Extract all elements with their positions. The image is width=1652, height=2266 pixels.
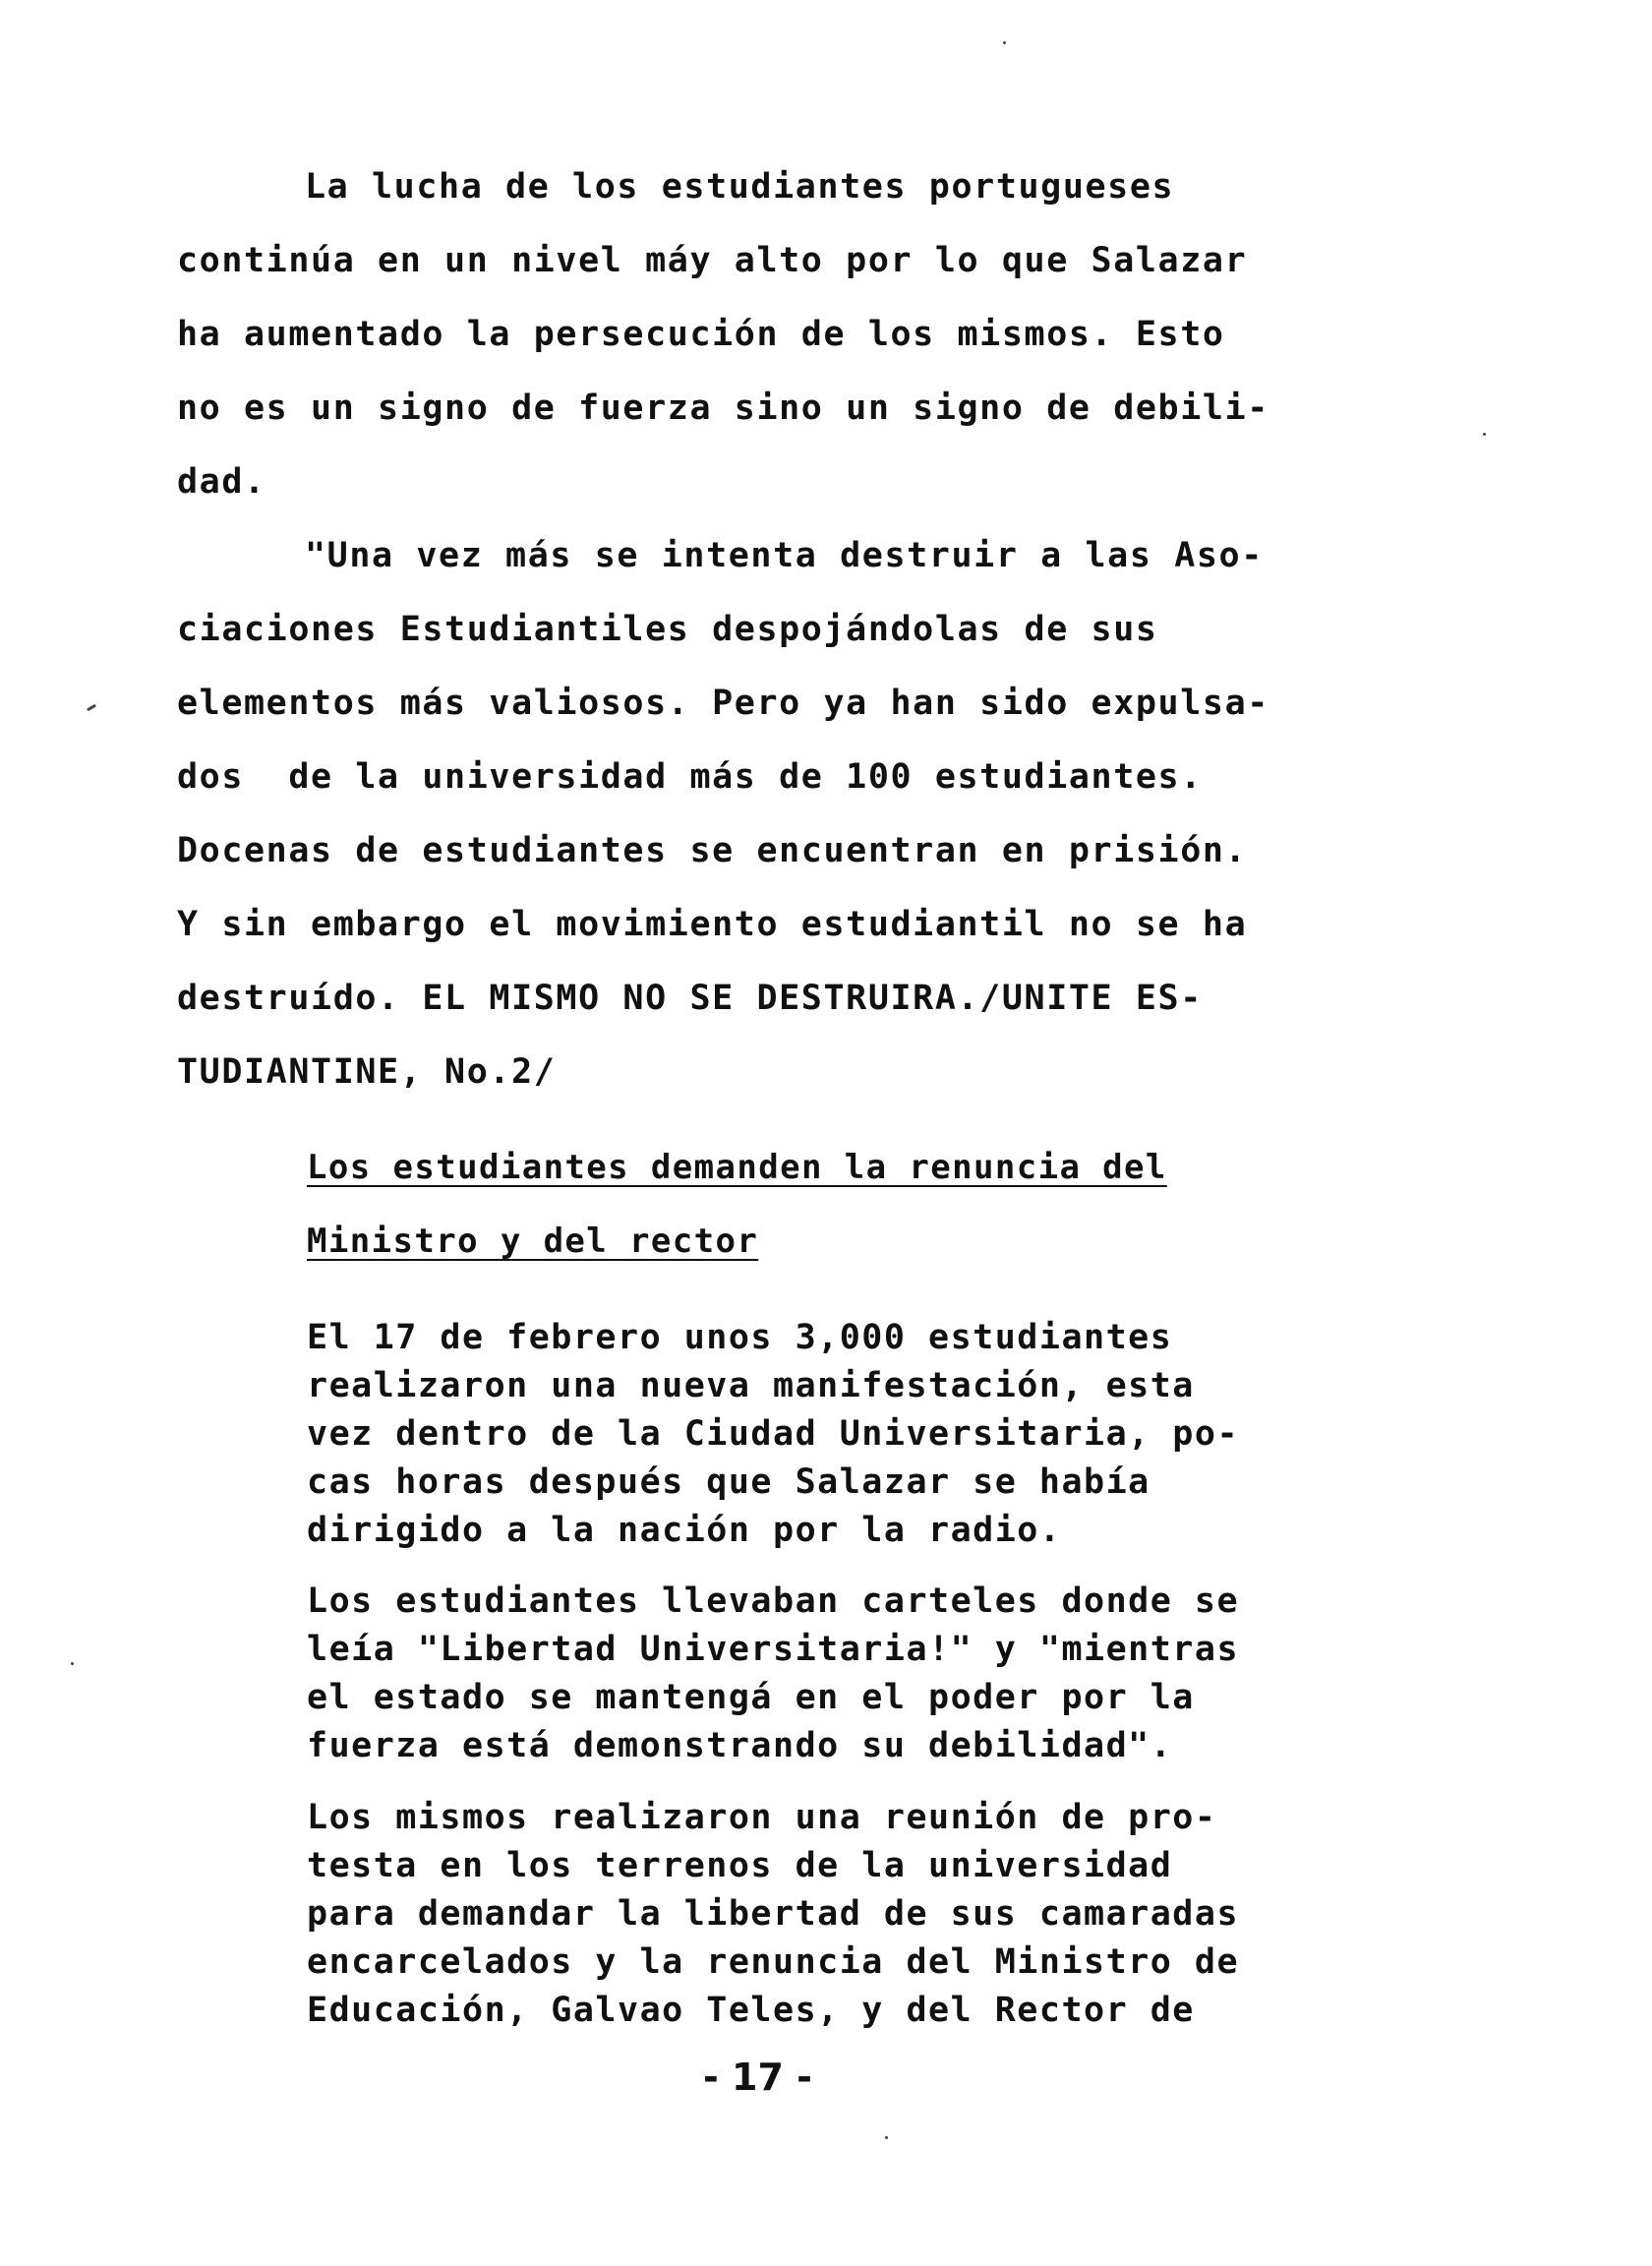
- paragraph-1-line-2: continúa en un nivel máy alto por lo que Salazar: [177, 241, 1248, 280]
- paragraph-1-line-4: no es un signo de fuerza sino un signo de debili-: [177, 388, 1269, 428]
- paragraph-3-line-3: vez dentro de la Ciudad Universitaria, po-: [307, 1414, 1240, 1454]
- scan-speck: [1003, 41, 1006, 44]
- scan-speck: [1483, 433, 1486, 436]
- paragraph-5-line-5: Educación, Galvao Teles, y del Rector de: [307, 1991, 1195, 2030]
- scan-speck: [885, 2136, 888, 2139]
- paragraph-1-line-3: ha aumentado la persecución de los mismos. Esto: [177, 315, 1225, 354]
- paragraph-3-line-1: El 17 de febrero unos 3,000 estudiantes: [307, 1318, 1173, 1357]
- paragraph-4-line-4: fuerza está demonstrando su debilidad".: [307, 1726, 1173, 1765]
- paragraph-2-line-5: Docenas de estudiantes se encuentran en prisión.: [177, 831, 1248, 870]
- paragraph-5-line-3: para demandar la libertad de sus camaradas: [307, 1894, 1240, 1934]
- paragraph-4-line-3: el estado se mantengá en el poder por la: [307, 1678, 1195, 1717]
- paragraph-1-line-1: La lucha de los estudiantes portugueses: [305, 167, 1175, 207]
- paragraph-2-line-6: Y sin embargo el movimiento estudiantil no se ha: [177, 905, 1248, 944]
- paragraph-2-line-4: dos de la universidad más de 100 estudiantes.: [177, 757, 1203, 797]
- section-heading-line-2: Ministro y del rector: [307, 1222, 759, 1261]
- paragraph-3-line-2: realizaron una nueva manifestación, esta: [307, 1366, 1195, 1405]
- page-number: - 17 -: [703, 2056, 812, 2099]
- paragraph-5-line-2: testa en los terrenos de la universidad: [307, 1846, 1173, 1885]
- paragraph-3-line-5: dirigido a la nación por la radio.: [307, 1511, 1062, 1550]
- paragraph-1-line-5: dad.: [177, 462, 266, 502]
- paragraph-4-line-1: Los estudiantes llevaban carteles donde se: [307, 1581, 1240, 1621]
- paragraph-5-line-1: Los mismos realizaron una reunión de pro-: [307, 1798, 1217, 1837]
- paragraph-2-line-1: "Una vez más se intenta destruir a las Aso-: [305, 536, 1264, 575]
- section-heading-line-1: Los estudiantes demanden la renuncia del: [307, 1148, 1167, 1187]
- paragraph-3-line-4: cas horas después que Salazar se había: [307, 1462, 1150, 1502]
- paragraph-2-line-2: ciaciones Estudiantiles despojándolas de sus: [177, 610, 1158, 649]
- paragraph-4-line-2: leía "Libertad Universitaria!" y "mientras: [307, 1630, 1240, 1669]
- paragraph-5-line-4: encarcelados y la renuncia del Ministro de: [307, 1942, 1240, 1982]
- scan-speck: [71, 1662, 74, 1665]
- paragraph-2-line-7: destruído. EL MISMO NO SE DESTRUIRA./UNITE ES-: [177, 979, 1203, 1018]
- paragraph-2-line-3: elementos más valiosos. Pero ya han sido expulsa-: [177, 684, 1269, 723]
- paragraph-2-line-8: TUDIANTINE, No.2/: [177, 1052, 557, 1092]
- scan-speck: [87, 704, 96, 712]
